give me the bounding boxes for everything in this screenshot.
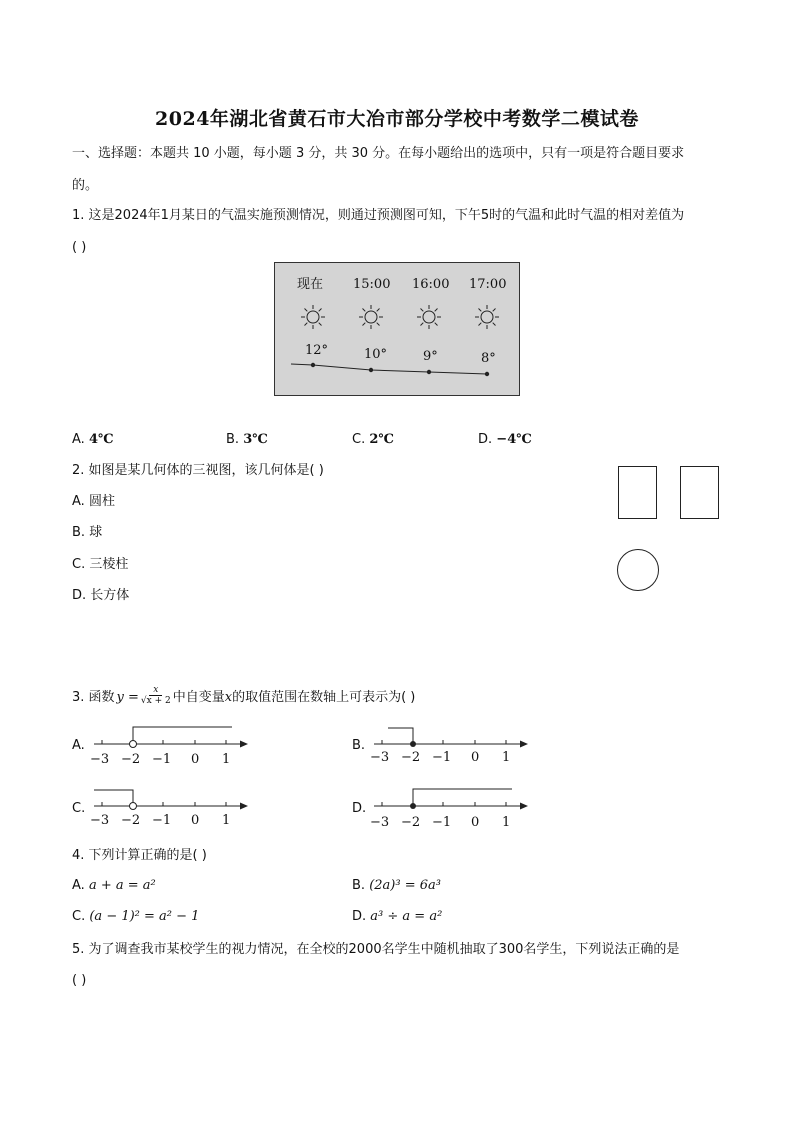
q2-option-c[interactable]: C. 三棱柱 <box>72 557 129 572</box>
q2-side-view <box>680 466 719 519</box>
q5-stem-line2: ( ) <box>72 973 87 988</box>
temp-point <box>485 372 489 376</box>
q1-temp-0: 12° <box>305 343 329 358</box>
q3-a-tick: −1 <box>152 752 172 767</box>
q4-stem: 4. 下列计算正确的是( ) <box>72 848 207 863</box>
q3-option-c-numberline[interactable] <box>92 786 252 810</box>
q3-option-c-label[interactable]: C. <box>72 801 86 816</box>
q3-b-tick: −3 <box>370 750 390 765</box>
q2-option-d[interactable]: D. 长方体 <box>72 588 130 603</box>
q2-stem: 2. 如图是某几何体的三视图，该几何体是( ) <box>72 463 324 478</box>
q4-option-a[interactable]: A. a + a = a² <box>72 878 156 893</box>
sun-icon <box>301 305 325 329</box>
q1-stem-line2: ( ) <box>72 240 87 255</box>
q4-option-d[interactable]: D. a³ ÷ a = a² <box>352 909 443 924</box>
q1-temp-line <box>275 357 519 381</box>
q2-option-a[interactable]: A. 圆柱 <box>72 494 115 509</box>
q1-option-c[interactable]: C. 2℃ <box>352 432 394 447</box>
q1-option-d[interactable]: D. −4℃ <box>478 432 532 447</box>
q1-temp-1: 10° <box>364 347 388 362</box>
q3-option-a-numberline[interactable] <box>92 724 252 748</box>
q1-option-a[interactable]: A. 4℃ <box>72 432 114 447</box>
sun-icon <box>475 305 499 329</box>
q3-d-tick: −2 <box>401 815 421 830</box>
q3-c-tick: 0 <box>191 813 200 828</box>
q3-option-b-label[interactable]: B. <box>352 738 366 753</box>
q4-option-b[interactable]: B. (2a)³ = 6a³ <box>352 878 441 893</box>
q1-time-1: 15:00 <box>353 277 391 292</box>
q1-time-3: 17:00 <box>469 277 507 292</box>
q2-front-view <box>618 466 657 519</box>
q3-a-tick: 0 <box>191 752 200 767</box>
q3-stem: 3. 函数 y = $\frac{x}{√x + 2}$ 中自变量 x 的取值范围在数轴上可表示为( ) <box>72 685 416 706</box>
section-instructions-line2: 的。 <box>72 178 99 193</box>
q2-option-b[interactable]: B. 球 <box>72 525 103 540</box>
q3-a-tick: −2 <box>121 752 141 767</box>
q3-option-d-label[interactable]: D. <box>352 801 367 816</box>
q3-b-tick: 1 <box>502 750 511 765</box>
q3-b-tick: 0 <box>471 750 480 765</box>
q4-option-c[interactable]: C. (a − 1)² = a² − 1 <box>72 909 200 924</box>
q1-temp-3: 8° <box>481 351 496 366</box>
q1-weather-figure <box>274 262 520 396</box>
q1-time-0: 现在 <box>297 277 324 292</box>
sun-icon <box>417 305 441 329</box>
q3-c-tick: −2 <box>121 813 141 828</box>
q3-c-tick: −1 <box>152 813 172 828</box>
q3-option-a-label[interactable]: A. <box>72 738 85 753</box>
q3-d-tick: 0 <box>471 815 480 830</box>
q3-a-tick: −3 <box>90 752 110 767</box>
temp-point <box>369 368 373 372</box>
q1-sun-row <box>275 303 519 333</box>
q3-fraction: $\frac{x}{√x + 2}$ <box>140 685 171 706</box>
temp-point <box>311 363 315 367</box>
q2-top-view <box>617 549 659 591</box>
q3-d-tick: −1 <box>432 815 452 830</box>
sun-icon <box>359 305 383 329</box>
q1-option-b[interactable]: B. 3℃ <box>226 432 268 447</box>
q1-temp-2: 9° <box>423 349 438 364</box>
q1-stem-line1: 1. 这是2024年1月某日的气温实施预测情况，则通过预测图可知，下午5时的气温和此时气温的相对差值为 <box>72 208 685 223</box>
q3-c-tick: 1 <box>222 813 231 828</box>
q5-stem-line1: 5. 为了调查我市某校学生的视力情况，在全校的2000名学生中随机抽取了300名学生，下列说法正确的是 <box>72 942 680 957</box>
q3-b-tick: −2 <box>401 750 421 765</box>
q3-a-tick: 1 <box>222 752 231 767</box>
q3-d-tick: 1 <box>502 815 511 830</box>
q3-option-b-numberline[interactable] <box>372 724 532 748</box>
page-title: 2024年湖北省黄石市大冶市部分学校中考数学二模试卷 <box>155 108 639 130</box>
q1-time-2: 16:00 <box>412 277 450 292</box>
section-instructions-line1: 一、选择题：本题共 10 小题，每小题 3 分，共 30 分。在每小题给出的选项中，只有一项是符合题目要求 <box>72 146 685 161</box>
q3-c-tick: −3 <box>90 813 110 828</box>
q3-b-tick: −1 <box>432 750 452 765</box>
temp-point <box>427 370 431 374</box>
q3-option-d-numberline[interactable] <box>372 786 532 810</box>
q3-d-tick: −3 <box>370 815 390 830</box>
